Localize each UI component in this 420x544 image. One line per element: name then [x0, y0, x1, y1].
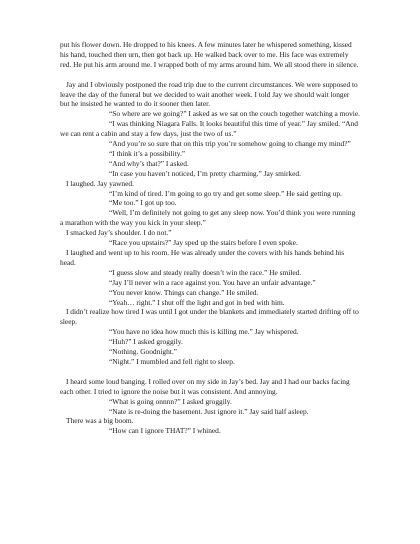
dialogue-line: “I’m kind of tired. I’m going to go try and get some sleep.” He said getting up.	[109, 188, 342, 198]
dialogue-line: “I think it’s a possibility.”	[109, 148, 186, 158]
dialogue-line: “Nothing. Goodnight.”	[109, 347, 177, 357]
paragraph: There was a big boom.	[66, 416, 134, 426]
dialogue-line: “And you’re so sure that on this trip you’re somehow going to change my mind?”	[109, 139, 351, 149]
paragraph: Jay and I obviously postponed the road trip due to the current circumstances. We were supposed to leave the day of the funeral but we decided to wait another week. I told Jay we should wait longer but he insisted he wanted to do it sooner then later.	[60, 79, 358, 109]
dialogue-line: “You have no idea how much this is killing me.” Jay whispered.	[109, 327, 299, 337]
dialogue-line: “Race you upstairs?” Jay sped up the stairs before I even spoke.	[109, 238, 298, 248]
paragraph: I heard some loud banging. I rolled over on my side in Jay’s bed. Jay and I had our backs facing each other. I tried to ignore the noise but it was consistent. And annoying.	[60, 376, 350, 396]
paragraph: I laughed and went up to his room. He was already under the covers with his hands behind his head.	[60, 248, 345, 267]
dialogue-line: “Huh?” I asked groggily.	[109, 337, 183, 347]
dialogue-line: “Me too.” I got up too.	[109, 198, 177, 208]
dialogue-line: “So where are we going?” I asked as we sat on the couch together watching a movie.	[109, 109, 360, 119]
paragraph: put his flower down. He dropped to his knees. A few minutes later he whispered something, kissed his hand, touched then urn, then got back up. He walked back over to me. His face was extremely red. He put his arm around me. I wrapped both of my arms around him. We all stood there in silence.	[60, 40, 359, 69]
dialogue-line: “I guess slow and steady really doesn’t win the race.” He smiled.	[109, 267, 302, 277]
paragraph: I smacked Jay’s shoulder. I do not.”	[66, 228, 172, 238]
dialogue-line: “Yeah… right.” I shut off the light and got in bed with him.	[109, 297, 285, 307]
paragraph: I didn’t realize how tired I was until I got under the blankets and immediately started drifting off to sleep.	[60, 307, 359, 327]
dialogue-line: “Well, I’m definitely not going to get any sleep now. You’d think you were running a marathon with the way you kick in your sleep.”	[60, 208, 356, 228]
dialogue-line: “And why’s that?” I asked.	[109, 158, 189, 168]
dialogue-line: “What is going onnnn?” I asked groggily.	[109, 396, 232, 406]
dialogue-line: “How can I ignore THAT?” I whined.	[109, 426, 221, 436]
dialogue-line: “You never know. Things can change.” He smiled.	[109, 287, 259, 297]
dialogue-line: “I was thinking Niagara Falls. It looks beautiful this time of year.” Jay smiled. “And we can rent a cabin and stay a few days, just the two of us.”	[60, 119, 358, 139]
dialogue-line: “Jay I’ll never win a race against you. You have an unfair advantage.”	[109, 277, 316, 287]
dialogue-line: “Nate is re-doing the basement. Just ignore it.” Jay said half asleep.	[109, 406, 309, 416]
dialogue-line: “Night.” I mumbled and fell right to sleep.	[109, 356, 235, 366]
dialogue-line: “In case you haven’t noticed, I’m pretty charming.” Jay smirked.	[109, 168, 301, 178]
paragraph: I laughed. Jay yawned.	[66, 178, 134, 188]
